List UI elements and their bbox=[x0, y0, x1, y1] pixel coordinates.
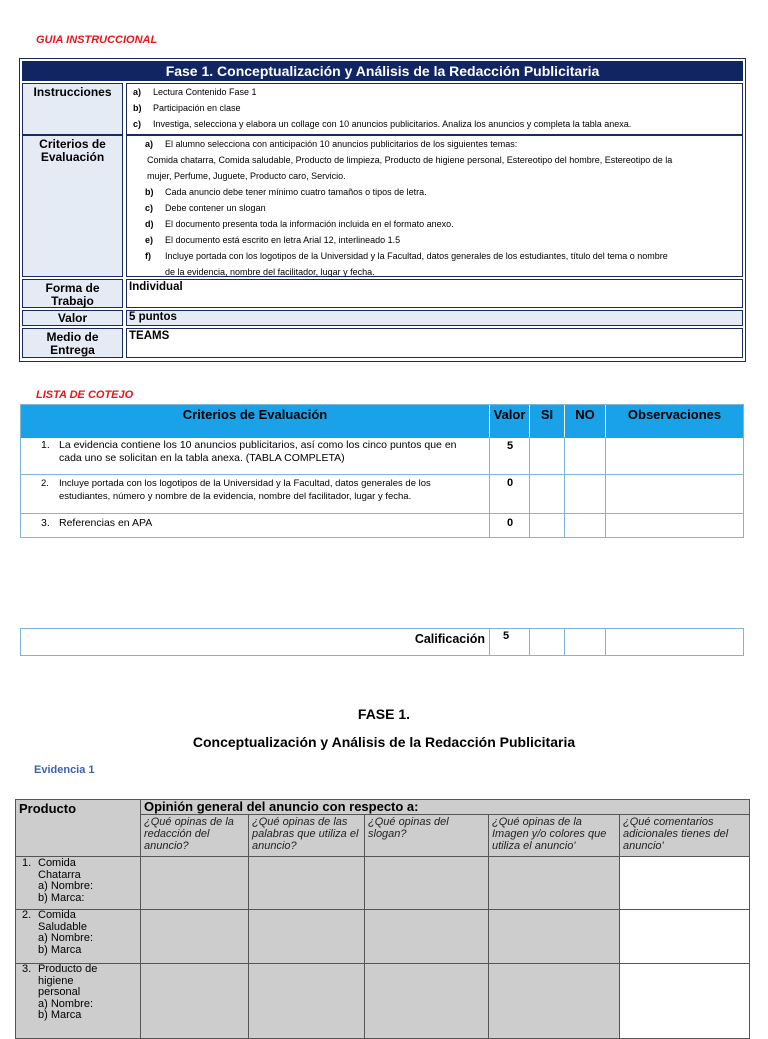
product-table bbox=[15, 799, 750, 1039]
header-no: NO bbox=[565, 405, 605, 438]
instructions-list bbox=[126, 83, 743, 135]
product-cell: 2. Comida Saludable a) Nombre: b) Marca bbox=[15, 909, 141, 964]
grade-row bbox=[20, 628, 744, 656]
answer-cell[interactable] bbox=[364, 909, 489, 964]
header-observations: Observaciones bbox=[606, 405, 743, 438]
instruction-table bbox=[19, 58, 746, 362]
value-row bbox=[22, 310, 743, 326]
answer-cell[interactable] bbox=[619, 909, 750, 964]
delivery-label: Medio de Entrega bbox=[22, 328, 123, 358]
criteria-label: Criterios de Evaluación bbox=[22, 135, 123, 277]
answer-cell[interactable] bbox=[140, 909, 249, 964]
phase-title: FASE 1. bbox=[357, 706, 411, 722]
list-item: e) El documento está escrito en letra Arial 12, interlineado 1.5 bbox=[145, 235, 401, 245]
answer-cell[interactable] bbox=[488, 856, 620, 910]
value-label: Valor bbox=[22, 310, 123, 326]
grade-value: 5 bbox=[503, 630, 510, 642]
checklist-table: Criterios de Evaluación Valor SI NO Observaciones 1. La evidencia contiene los 10 anuncios publicitarios, así como los cinco puntos que en cada uno se solicitan en la tabla anexa. (TABLA COMPLETA) 5 2. Incluye portada con los logotipos de la Universidad y la Facultad, datos generales de los estudiantes, número y nombre de la evidencia, nombre del facilitador, lugar y fecha. 0 3. Referencias en APA 0 bbox=[20, 404, 744, 538]
evidence-label: Evidencia 1 bbox=[34, 764, 95, 776]
phase-header: Fase 1. Conceptualización y Análisis de la Redacción Publicitaria bbox=[22, 61, 743, 81]
question-header: ¿Qué opinas de la Imagen y/o colores que utiliza el anuncio' bbox=[488, 814, 620, 857]
row-value: 0 bbox=[506, 477, 514, 489]
criteria-list bbox=[126, 135, 743, 277]
answer-cell[interactable] bbox=[248, 909, 365, 964]
work-form-row bbox=[22, 279, 743, 308]
product-cell: 1. Comida Chatarra a) Nombre: b) Marca: bbox=[15, 856, 141, 910]
product-header: Producto bbox=[15, 799, 141, 857]
list-item: c) Investiga, selecciona y elabora un collage con 10 anuncios publicitarios. Analiza los anuncios y completa la tabla anexa. bbox=[133, 119, 632, 129]
list-item: b) Participación en clase bbox=[133, 103, 241, 113]
work-form-value: Individual bbox=[126, 279, 743, 308]
answer-cell[interactable] bbox=[364, 963, 489, 1039]
answer-cell[interactable] bbox=[248, 856, 365, 910]
header-value: Valor bbox=[490, 405, 529, 438]
list-item-continuation: de la evidencia, nombre del facilitador, lugar y fecha. bbox=[165, 267, 375, 277]
topics-line: mujer, Perfume, Juguete, Producto caro, Servicio. bbox=[147, 171, 346, 181]
question-header: ¿Qué comentarios adicionales tienes del anuncio' bbox=[619, 814, 750, 857]
header-yes: SI bbox=[530, 405, 564, 438]
row-value: 5 bbox=[506, 440, 514, 452]
answer-cell[interactable] bbox=[248, 963, 365, 1039]
answer-cell[interactable] bbox=[619, 856, 750, 910]
delivery-value: TEAMS bbox=[126, 328, 743, 358]
question-header: ¿Qué opinas de la redacción del anuncio? bbox=[140, 814, 249, 857]
answer-cell[interactable] bbox=[619, 963, 750, 1039]
question-header: ¿Qué opinas de las palabras que utiliza el anuncio? bbox=[248, 814, 365, 857]
list-item: d) El documento presenta toda la información incluida en el formato anexo. bbox=[145, 219, 454, 229]
product-cell: 3. Producto de higiene personal a) Nombre: b) Marca bbox=[15, 963, 141, 1039]
list-item: f) Incluye portada con los logotipos de la Universidad y la Facultad, datos generales de los estudiantes, título del tema o nombre bbox=[145, 251, 668, 261]
topics-line: Comida chatarra, Comida saludable, Producto de limpieza, Producto de higiene personal, Estereotipo del hombre, Estereotipo de la bbox=[147, 155, 673, 165]
row-value: 0 bbox=[506, 517, 514, 529]
answer-cell[interactable] bbox=[140, 963, 249, 1039]
instructions-row bbox=[22, 83, 743, 135]
guide-title: GUIA INSTRUCCIONAL bbox=[36, 34, 158, 46]
work-form-label: Forma de Trabajo bbox=[22, 279, 123, 308]
list-item: a) Lectura Contenido Fase 1 bbox=[133, 87, 257, 97]
grade-label: Calificación bbox=[414, 632, 485, 646]
list-item: c) Debe contener un slogan bbox=[145, 203, 266, 213]
phase-subtitle: Conceptualización y Análisis de la Redacción Publicitaria bbox=[192, 734, 576, 750]
value-value: 5 puntos bbox=[126, 310, 743, 326]
list-item: b) Cada anuncio debe tener mínimo cuatro tamaños o tipos de letra. bbox=[145, 187, 427, 197]
checklist-title: LISTA DE COTEJO bbox=[36, 389, 134, 401]
answer-cell[interactable] bbox=[140, 856, 249, 910]
criteria-row bbox=[22, 135, 743, 277]
header-criteria: Criterios de Evaluación bbox=[21, 405, 489, 438]
answer-cell[interactable] bbox=[488, 909, 620, 964]
list-item: a) El alumno selecciona con anticipación 10 anuncios publicitarios de los siguientes temas: bbox=[145, 139, 518, 149]
instructions-label: Instrucciones bbox=[22, 83, 123, 135]
answer-cell[interactable] bbox=[488, 963, 620, 1039]
opinion-group-header: Opinión general del anuncio con respecto a: bbox=[140, 799, 750, 815]
delivery-row bbox=[22, 328, 743, 358]
question-header: ¿Qué opinas del slogan? bbox=[364, 814, 489, 857]
answer-cell[interactable] bbox=[364, 856, 489, 910]
